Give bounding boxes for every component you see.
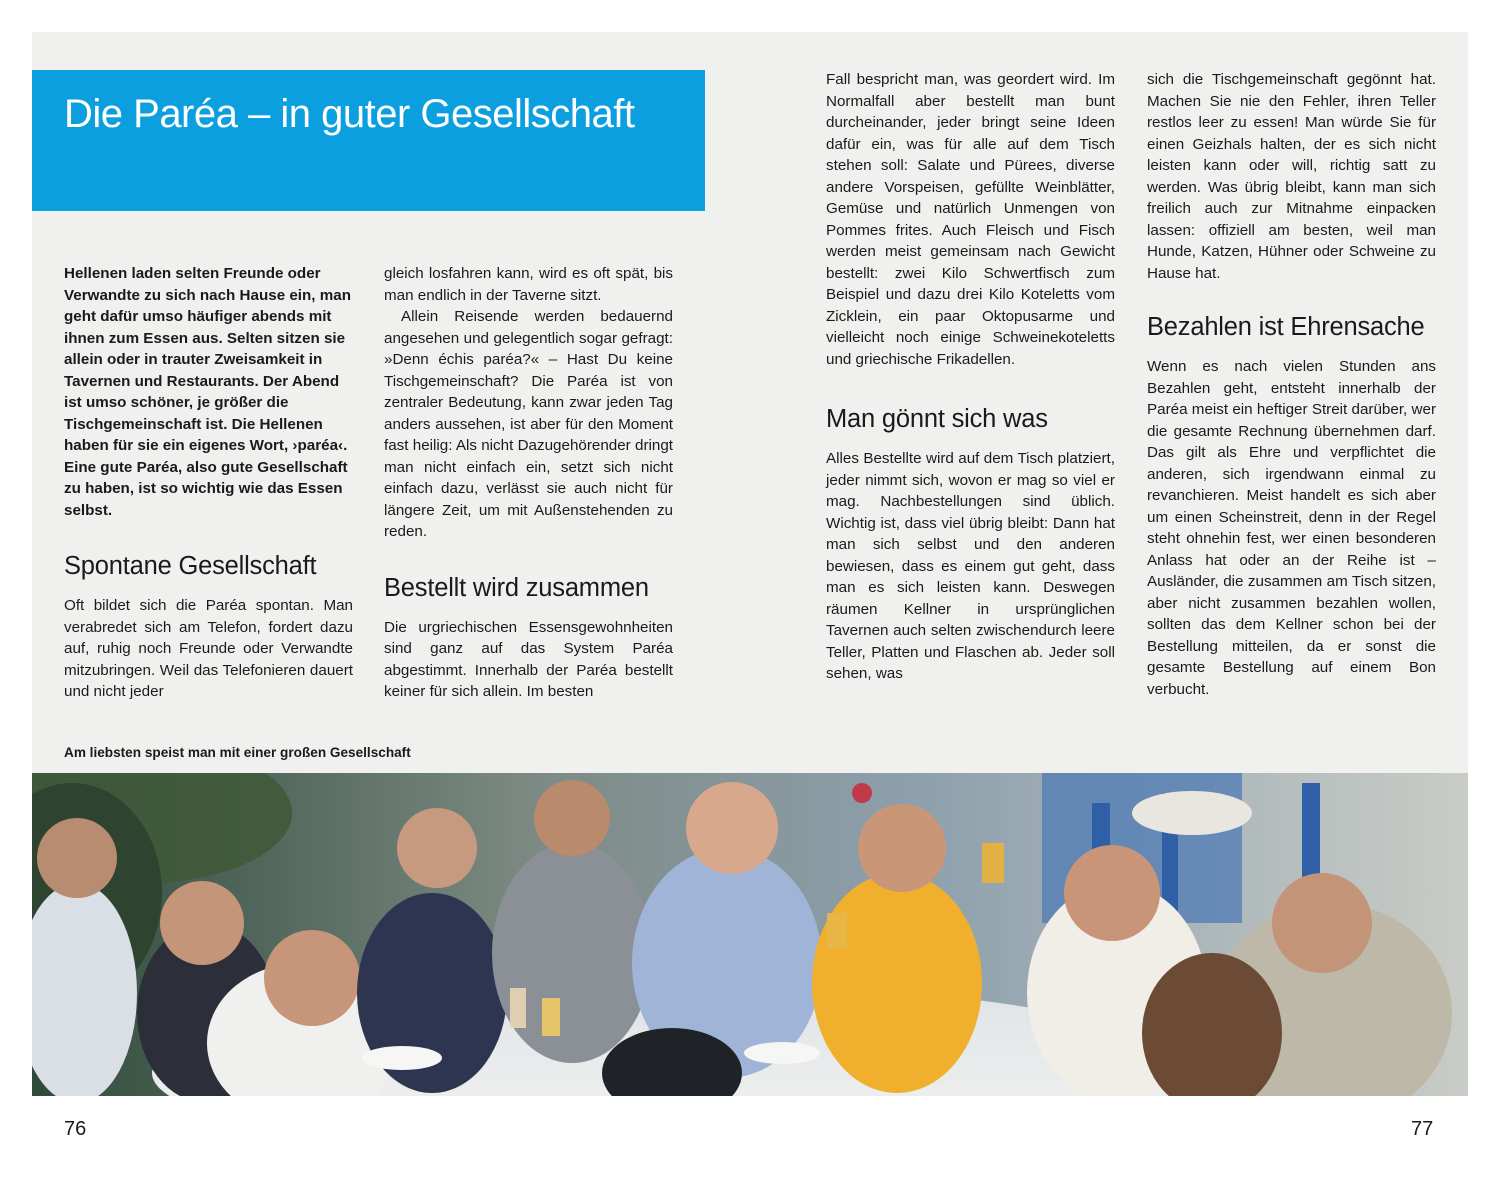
heading-bezahlen-ist-ehrensache: Bezahlen ist Ehrensache <box>1147 313 1425 341</box>
paragraph-spontan-part-1: Oft bildet sich die Paréa spontan. Man verabredet sich am Telefon, fordert dazu auf, ruhig noch Freunde oder Verwandte mitzubringen. Weil das Telefonieren dauert und nicht jeder <box>64 597 353 700</box>
taverna-photo <box>32 773 1468 1096</box>
text-column-1 <box>64 263 353 703</box>
heading-bestellt-wird-zusammen: Bestellt wird zusammen <box>384 573 649 602</box>
lead-paragraph: Hellenen laden selten Freunde oder Verwandte zu sich nach Hause ein, man geht dafür umso häufiger abends mit ihnen zum Essen aus. Selten sitzen sie allein oder in trauter Zweisamkeit in Tavernen und Restaurants. Der Abend ist umso schöner, je größer die Tischgemeinschaft ist. Die Hellenen haben für sie ein eigenes Wort, ›paréa‹. Eine gute Paréa, also gute Gesellschaft zu haben, ist so wichtig wie das Essen selbst. <box>64 265 351 519</box>
page-number-left: 76 <box>64 1118 87 1140</box>
photo-caption: Am liebsten speist man mit einer großen Gesellschaft <box>64 745 411 760</box>
title-banner <box>32 70 705 211</box>
page-number-right: 77 <box>1411 1118 1434 1140</box>
heading-spontane-gesellschaft: Spontane Gesellschaft <box>64 552 317 580</box>
heading-man-goennt-sich-was: Man gönnt sich was <box>826 405 1048 433</box>
text-column-2 <box>384 263 673 703</box>
paragraph-spontan-part-2: gleich losfahren kann, wird es oft spät, bis man endlich in der Taverne sitzt. <box>384 265 673 304</box>
paragraph-goennt-part-2: sich die Tischgemeinschaft gegönnt hat. Machen Sie nie den Fehler, ihren Teller restlos leer zu essen! Man würde Sie für einen Geizhals halten, der es sich nicht leisten kann oder will, richtig satt zu werden. Was übrig bleibt, kann man sich freilich auch zur Mitnahme einpacken lassen: offiziell am besten, weil man Hunde, Katzen, Hühner oder Schweine zu Hause hat. <box>1147 71 1436 282</box>
paragraph-bestellt-part-2: Fall bespricht man, was geordert wird. Im Normalfall aber bestellt man bunt durcheinander, jeder bringt seine Ideen dafür ein, was für alle auf dem Tisch stehen soll: Salate und Pürees, diverse andere Vorspeisen, gefüllte Weinblätter, Gemüse und natürlich Unmengen von Pommes frites. Auch Fleisch und Fisch werden meist gemeinsam nach Gewicht bestellt: zwei Kilo Schwertfisch zum Beispiel und dazu drei Kilo Koteletts vom Zicklein, ein paar Oktopusarme und vielleicht noch einige Schweinekoteletts und griechische Frikadellen. <box>826 71 1115 368</box>
paragraph-bestellt-part-1: Die urgriechischen Essensgewohnheiten sind ganz auf das System Paréa abgestimmt. Innerhalb der Paréa bestellt keiner für sich allein. Im besten <box>384 618 673 700</box>
text-column-4 <box>1147 69 1436 700</box>
text-column-3 <box>826 69 1115 685</box>
paragraph-bezahlen: Wenn es nach vielen Stunden ans Bezahlen geht, entsteht innerhalb der Paréa meist ein heftiger Streit darüber, wer die gesamte Rechnung übernehmen darf. Das gilt als Ehre und verpflichtet die anderen, sich irgendwann einmal zu revanchieren. Meist handelt es sich aber um einen Scheinstreit, denn in der Regel steht ohnehin fest, wer einen besonderen Anlass hat oder an der Reihe ist – Ausländer, die zusammen am Tisch sitzen, aber nicht zusammen bezahlen wollen, sollten das dem Kellner schon bei der Bestellung mitteilen, da er sonst die gesamte Bestellung auf einem Bon verbucht. <box>1147 358 1436 698</box>
paragraph-allein-reisende: Allein Reisende werden bedauernd angesehen und gelegentlich sogar gefragt: »Denn échis paréa?« – Hast Du keine Tischgemeinschaft? Die Paréa ist von zentraler Bedeutung, kann zwar jeden Tag anders aussehen, ist aber für den Moment fast heilig: Als nicht Dazugehörender dringt man nicht einfach ein, setzt sich nicht einfach dazu, verlässt sie auch nicht für längere Zeit, um mit Außenstehenden zu reden. <box>384 308 673 540</box>
page-title: Die Paréa – in guter Gesellschaft <box>64 92 635 136</box>
paragraph-goennt-part-1: Alles Bestellte wird auf dem Tisch platziert, jeder nimmt sich, wovon er mag so viel er mag. Nachbestellungen sind üblich. Wichtig ist, dass viel übrig bleibt: Dann hat man sich selbst und den anderen bewiesen, dass es einem gut geht, dass man es sich leisten kann. Deswegen räumen Kellner in ursprünglichen Tavernen auch selten zwischendurch leere Teller, Platten und Flaschen ab. Jeder soll sehen, was <box>826 450 1115 682</box>
